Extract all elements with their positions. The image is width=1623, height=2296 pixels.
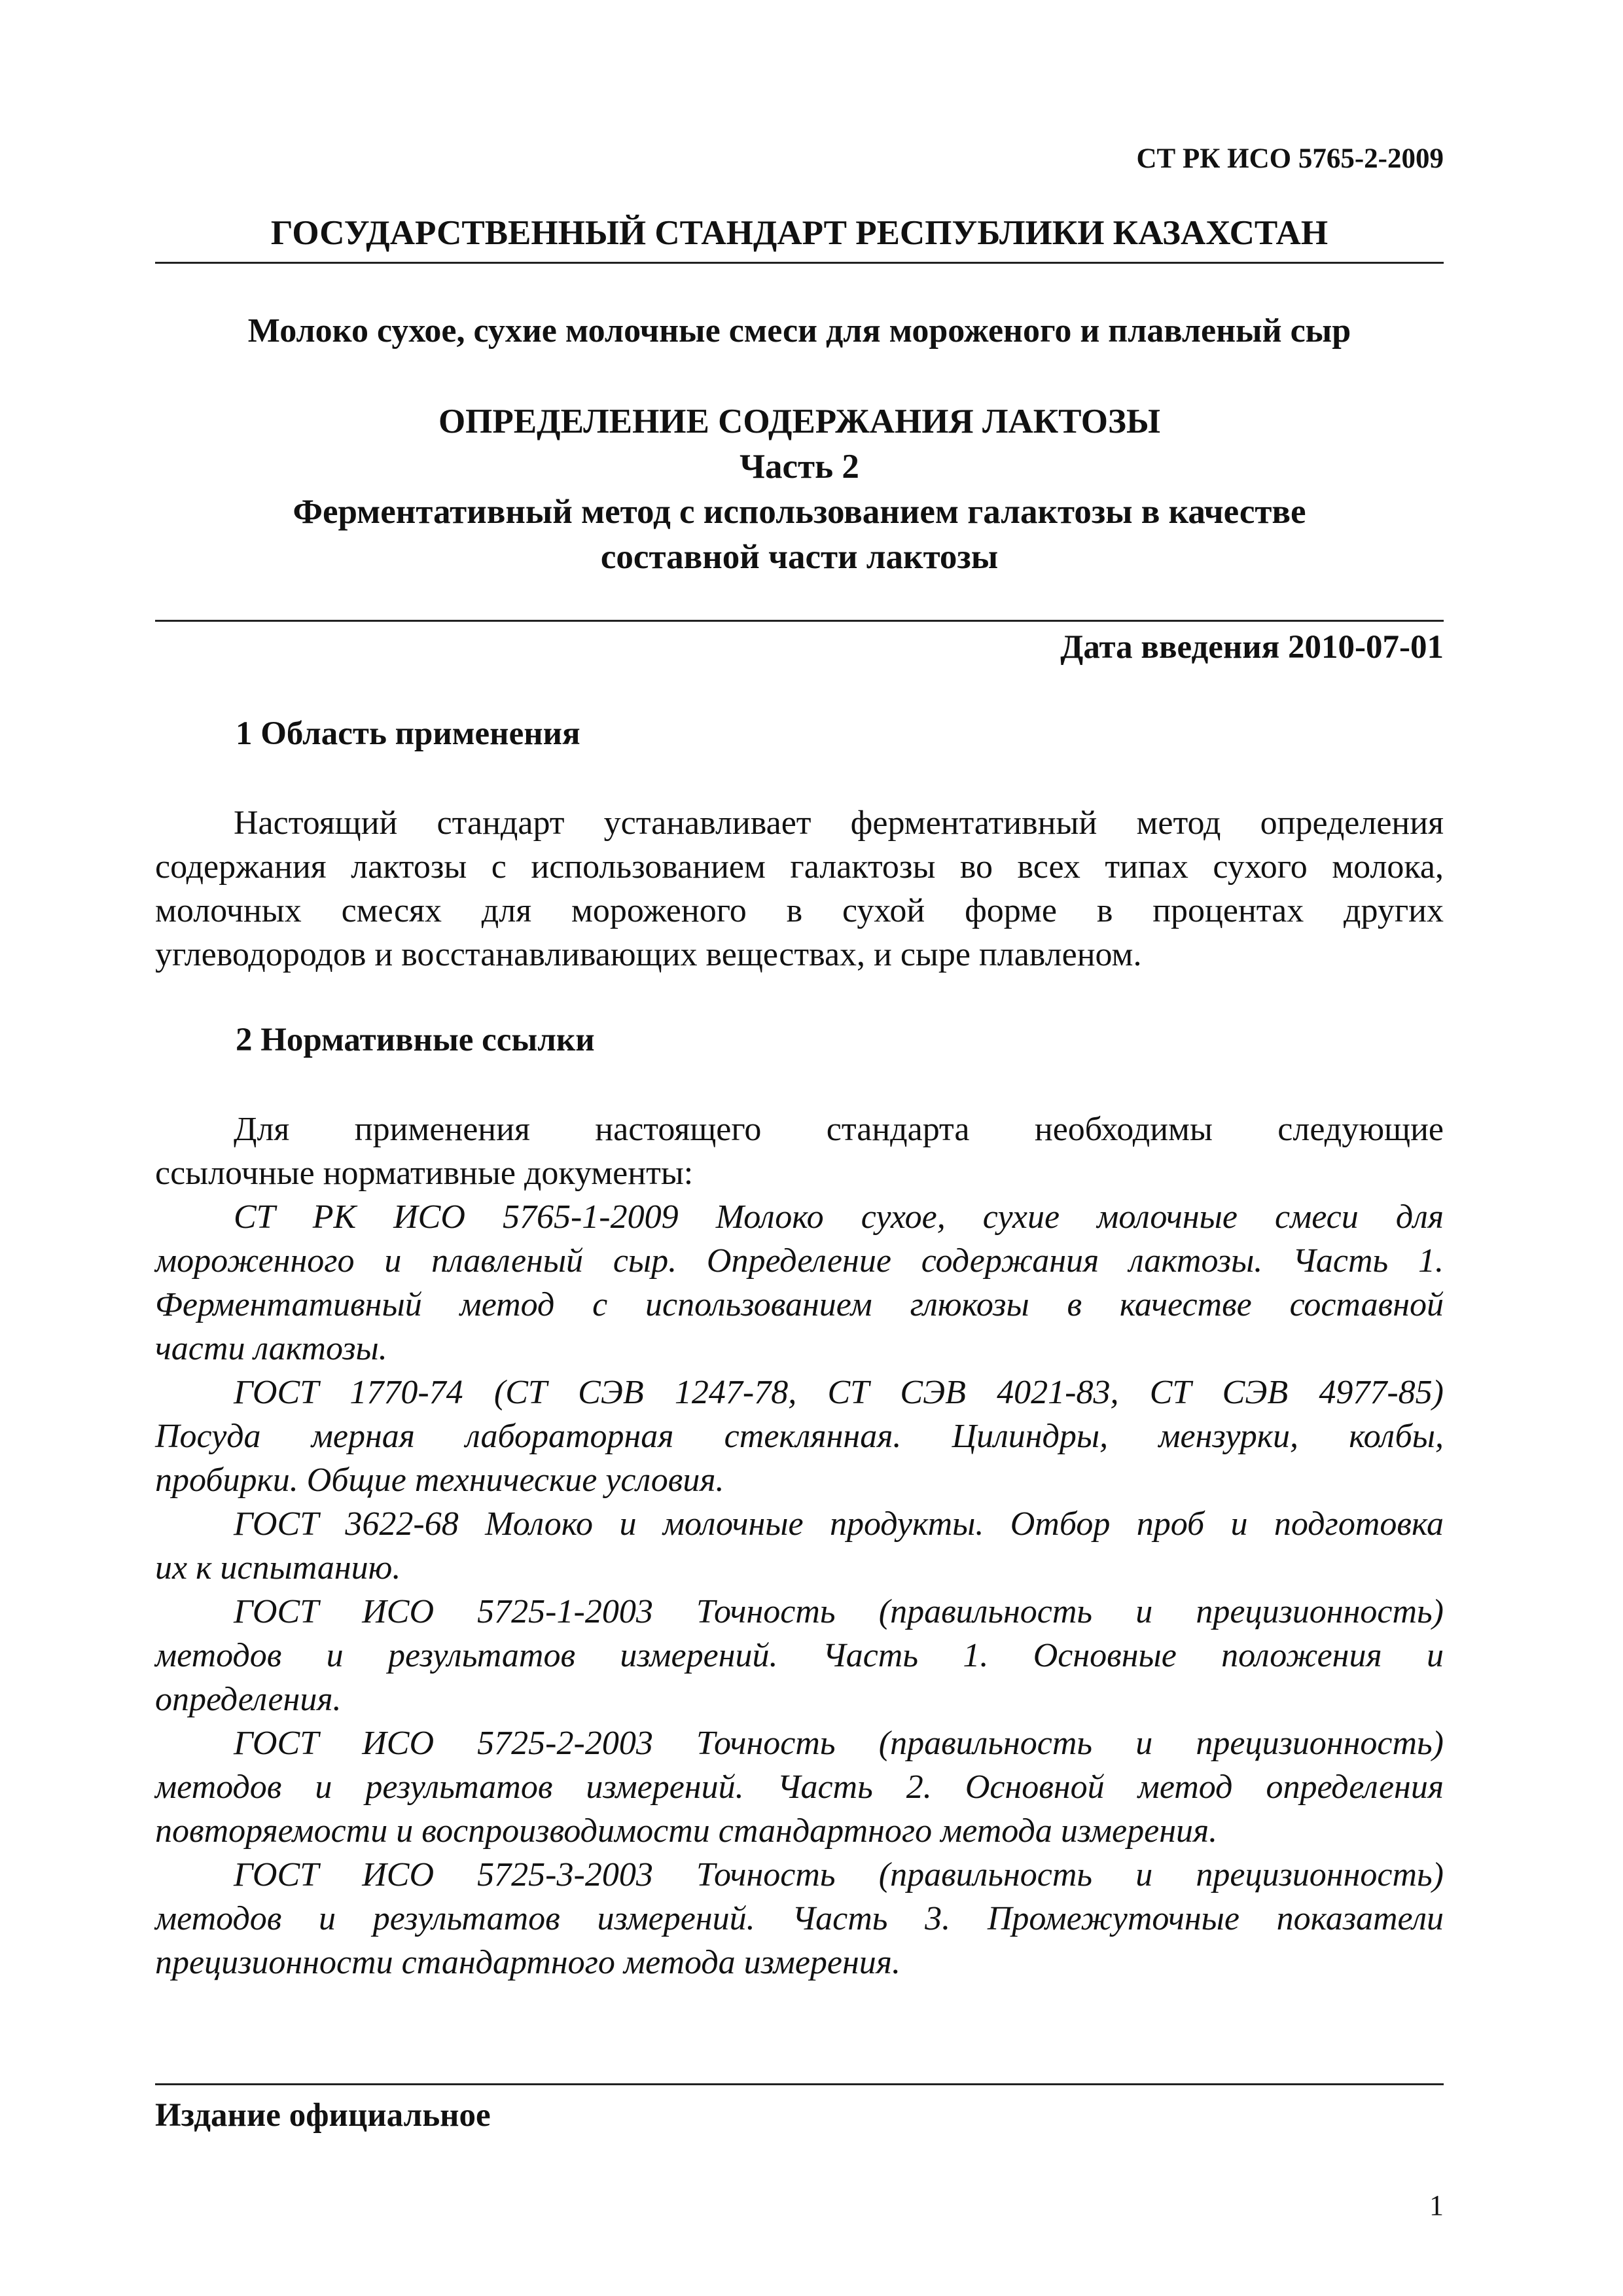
text-line: Для применения настоящего стандарта необходимы следующие	[234, 1111, 1444, 1148]
text-line: определения.	[155, 1681, 342, 1718]
text-line: молочных смесях для мороженого в сухой форме в процентах других	[155, 892, 1444, 929]
normative-references-list	[155, 1195, 1444, 1984]
text-line: СТ РК ИСО 5765-1-2009 Молоко сухое, сухие молочные смеси для	[234, 1198, 1444, 1236]
reference-item	[155, 1502, 1444, 1590]
text-line: прецизионности стандартного метода измерения.	[155, 1944, 901, 1981]
main-title: ОПРЕДЕЛЕНИЕ СОДЕРЖАНИЯ ЛАКТОЗЫ	[438, 403, 1161, 440]
title-rule	[155, 620, 1444, 622]
official-edition-label: Издание официальное	[155, 2097, 491, 2134]
text-line: ссылочные нормативные документы:	[155, 1155, 694, 1192]
text-line: ГОСТ ИСО 5725-2-2003 Точность (правильность и прецизионность)	[234, 1725, 1444, 1762]
reference-item	[155, 1195, 1444, 1371]
footer-rule	[155, 2083, 1444, 2085]
section-1-text	[155, 801, 1444, 977]
introduction-date: Дата введения 2010-07-01	[1060, 629, 1444, 666]
text-line: повторяемости и воспроизводимости стандартного метода измерения.	[155, 1812, 1218, 1850]
reference-item	[155, 1721, 1444, 1853]
text-line: содержания лактозы с использованием галактозы во всех типах сухого молока,	[155, 848, 1444, 886]
text-line: пробирки. Общие технические условия.	[155, 1462, 724, 1499]
standard-title-block	[155, 399, 1444, 580]
section-2-intro	[155, 1107, 1444, 1195]
header-rule	[155, 262, 1444, 264]
reference-item	[155, 1590, 1444, 1721]
state-standard-title: ГОСУДАРСТВЕННЫЙ СТАНДАРТ РЕСПУБЛИКИ КАЗАХСТАН	[270, 214, 1329, 252]
text-line: мороженного и плавленый сыр. Определение содержания лактозы. Часть 1.	[155, 1242, 1444, 1280]
text-line: Посуда мерная лабораторная стеклянная. Цилиндры, мензурки, колбы,	[155, 1418, 1444, 1455]
text-line: Ферментативный метод с использованием глюкозы в качестве составной	[155, 1286, 1444, 1323]
text-line: методов и результатов измерений. Часть 3. Промежуточные показатели	[155, 1900, 1444, 1937]
page-number: 1	[1429, 2189, 1444, 2221]
text-line: ГОСТ 1770-74 (СТ СЭВ 1247-78, СТ СЭВ 4021-83, СТ СЭВ 4977-85)	[234, 1374, 1444, 1411]
text-line: их к испытанию.	[155, 1549, 401, 1587]
products-title: Молоко сухое, сухие молочные смеси для мороженого и плавленый сыр	[247, 312, 1351, 350]
reference-item	[155, 1371, 1444, 1502]
standard-code: СТ РК ИСО 5765-2-2009	[1136, 143, 1444, 174]
text-line: углеводородов и восстанавливающих веществах, и сыре плавленом.	[155, 936, 1142, 973]
section-2-heading: 2 Нормативные ссылки	[236, 1022, 595, 1058]
part-label: Часть 2	[740, 448, 859, 486]
text-line: методов и результатов измерений. Часть 1. Основные положения и	[155, 1637, 1444, 1674]
section-1-heading: 1 Область применения	[236, 715, 580, 752]
method-title-line-2: составной части лактозы	[600, 538, 999, 576]
text-line: Настоящий стандарт устанавливает ферментативный метод определения	[234, 804, 1444, 842]
text-line: ГОСТ 3622-68 Молоко и молочные продукты. Отбор проб и подготовка	[234, 1505, 1444, 1543]
method-title-line-1: Ферментативный метод с использованием галактозы в качестве	[293, 493, 1306, 531]
text-line: методов и результатов измерений. Часть 2. Основной метод определения	[155, 1768, 1444, 1806]
text-line: части лактозы.	[155, 1330, 387, 1367]
reference-item	[155, 1853, 1444, 1984]
text-line: ГОСТ ИСО 5725-1-2003 Точность (правильность и прецизионность)	[234, 1593, 1444, 1630]
text-line: ГОСТ ИСО 5725-3-2003 Точность (правильность и прецизионность)	[234, 1856, 1444, 1893]
